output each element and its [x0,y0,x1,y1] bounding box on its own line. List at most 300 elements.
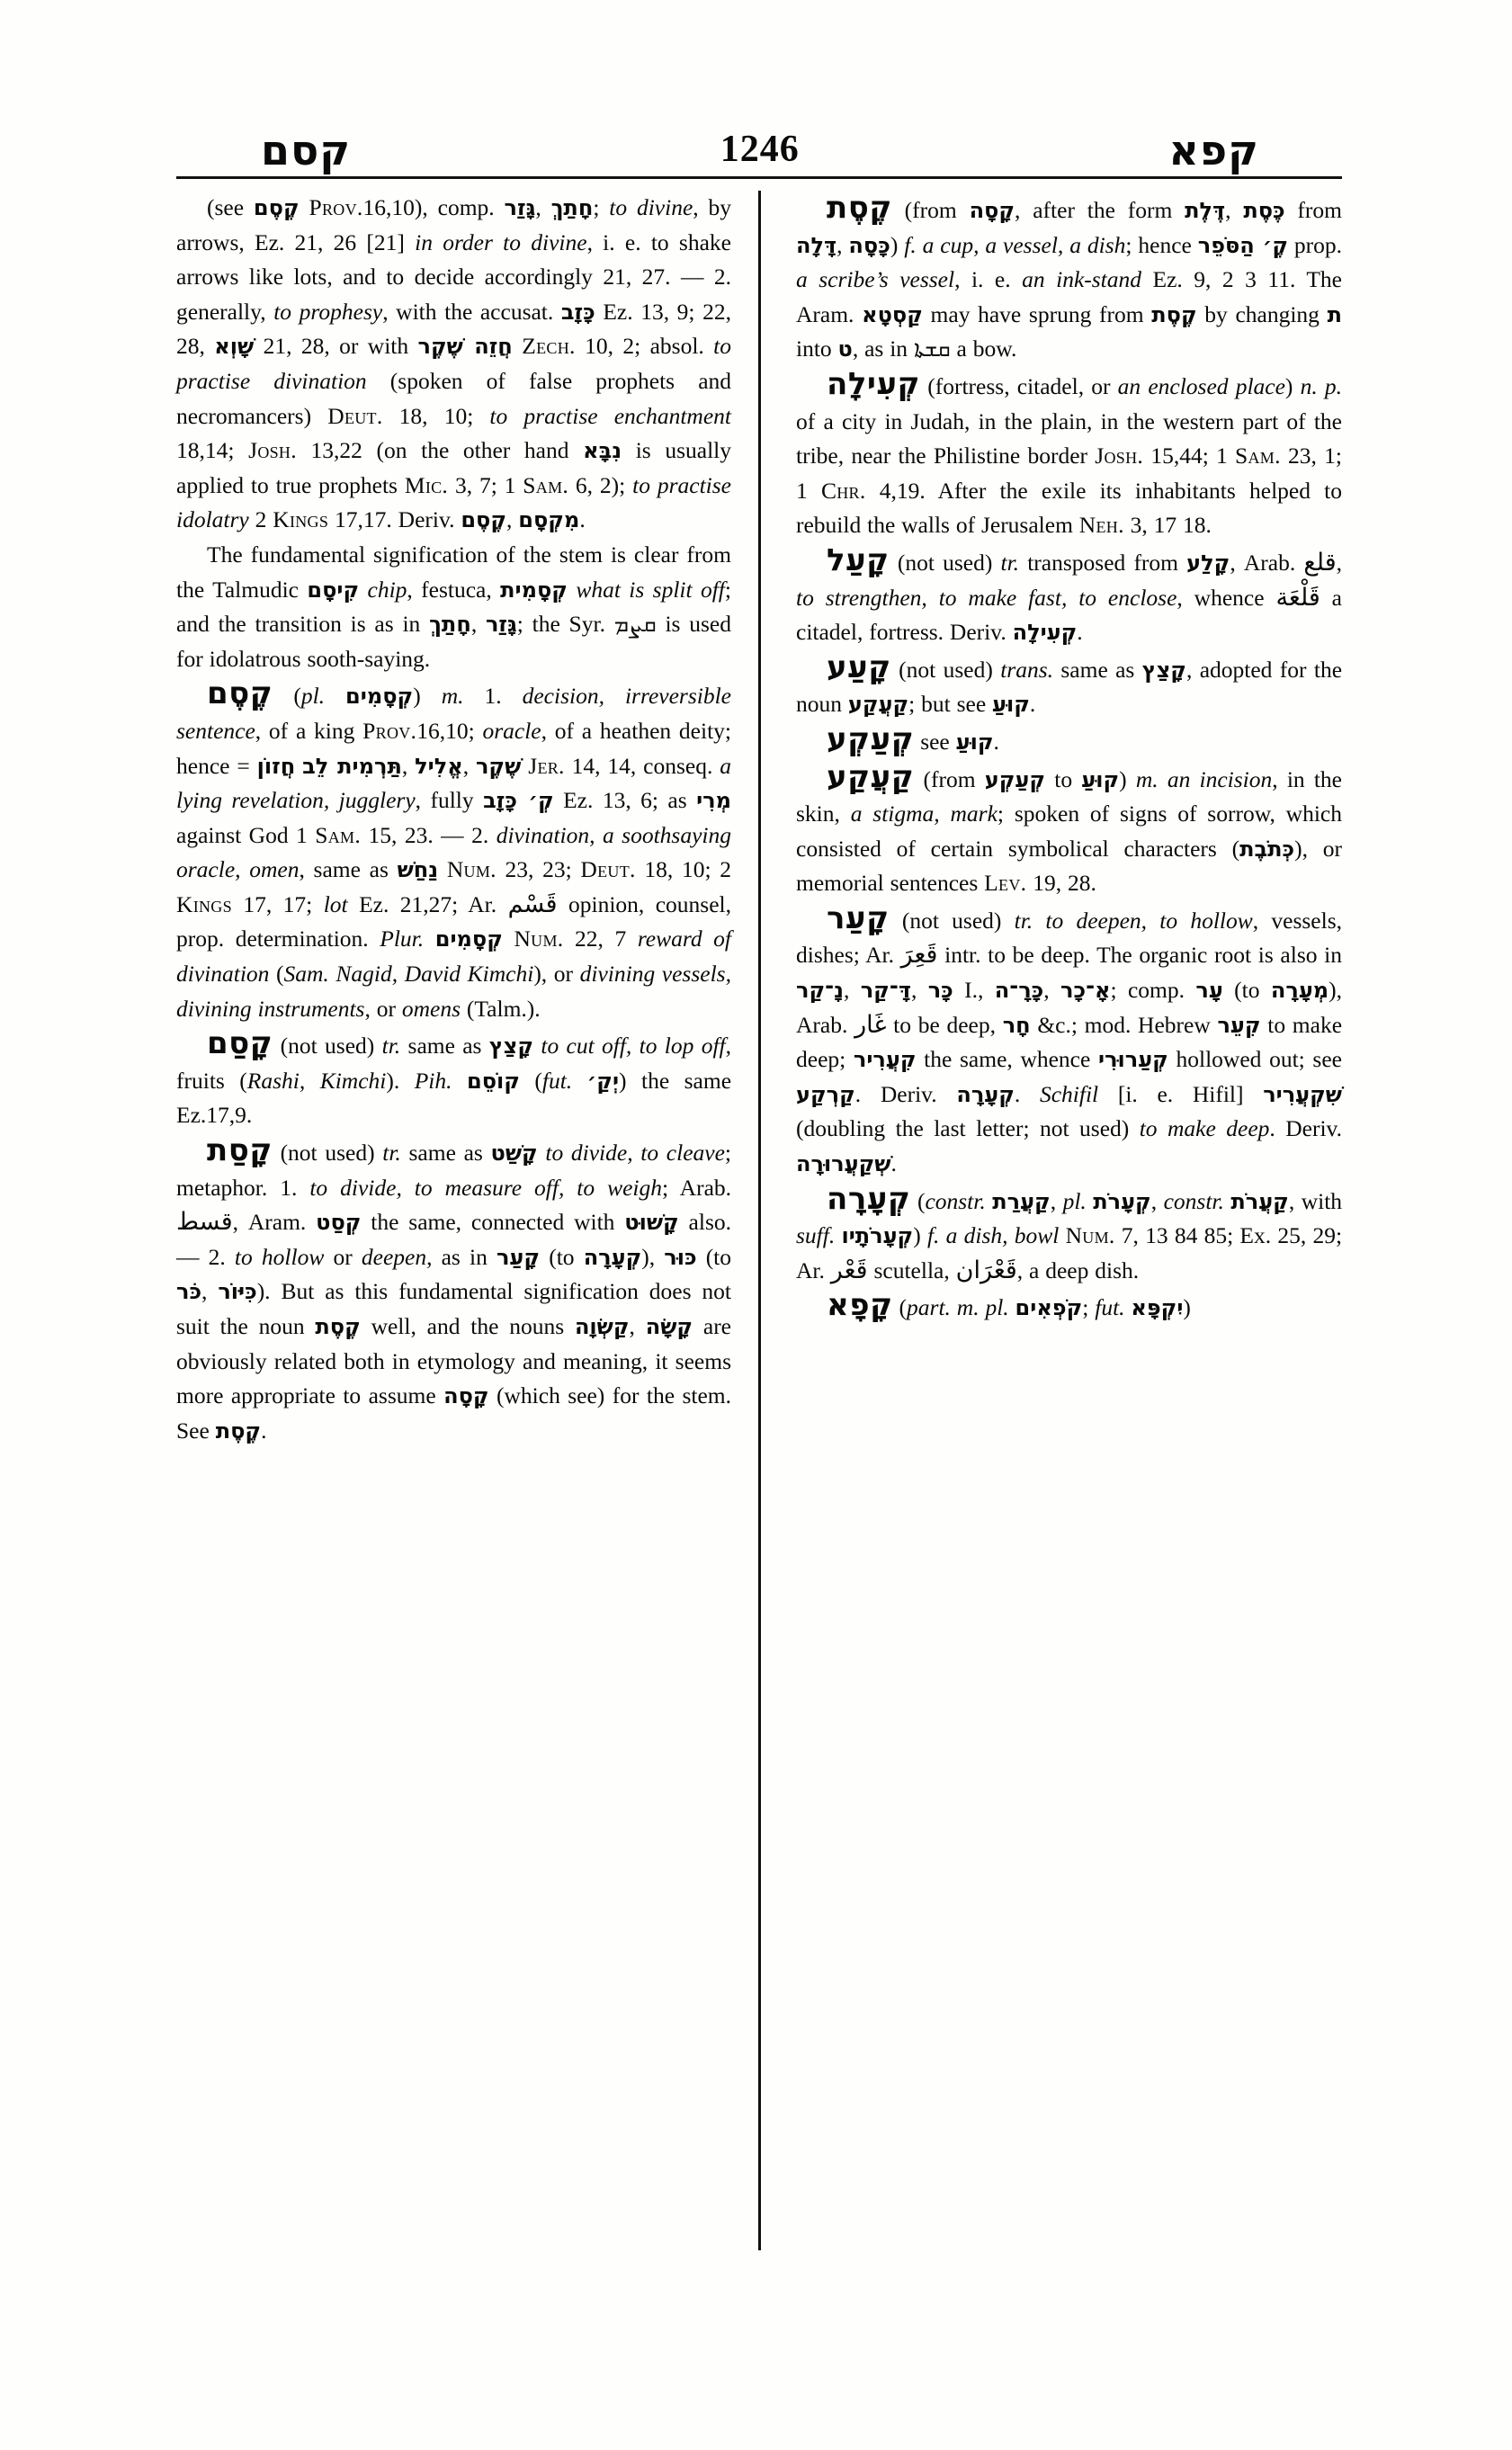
entry-paragraph [176,191,731,538]
gloss-text: Plur. [380,925,425,952]
hebrew-word: קַעֲקַע [847,692,909,718]
body-text: 1. [463,683,523,710]
hebrew-word: יְקַ׳ [586,1068,620,1094]
body-text: well, and the nouns [360,1313,575,1339]
body-text: ) [913,1222,927,1249]
body-text: (to [696,1243,732,1270]
body-text: (see [207,194,254,220]
dictionary-entry [796,760,1342,901]
hebrew-word: גָּזַר [504,195,536,220]
body-text: Ez. 13, 6; as [553,787,697,814]
gloss-text: Rashi, Kimchi [246,1067,387,1094]
body-text: . Deriv. [854,1080,957,1107]
hebrew-word: יִקְפָּא [1131,1295,1184,1321]
body-text: of a city in Judah, in the plain, in the western part of the tribe, near the Philistine border [796,407,1342,469]
body-text: ) [1284,372,1301,399]
hebrew-word: שְׁקַעֲרוּרָה [796,1151,891,1177]
body-text: 21, 28, or with [254,333,418,360]
body-text: 17,17. Deriv. [328,506,461,533]
hebrew-word: כִּיּוֹר [218,1279,257,1305]
hebrew-word: כֹּר [176,1279,202,1305]
hebrew-word: קֶסֶם [253,195,300,220]
gloss-text: to cut off, to lop off [541,1033,726,1060]
hebrew-word: קָסָה [969,198,1015,223]
body-text: , with [1288,1187,1343,1214]
arabic-word: قَسْم [507,890,558,918]
body-text: 17, 17; [231,890,324,917]
scripture-reference: Sam. [523,471,569,498]
body-text: (not used) [890,656,1001,683]
body-text: . [1029,691,1036,718]
body-text: . [890,1150,897,1177]
arabic-word: قَعْر [830,1256,868,1284]
dictionary-entry [796,650,1342,722]
body-text [503,925,514,952]
body-text: ; metaphor. 1. [176,1140,731,1201]
body-text: opinion, counsel, prop. determination. [176,890,731,952]
body-text: , [1336,549,1342,576]
body-text: ), or [533,961,580,988]
hebrew-word: קִעֲרִיר [853,1047,917,1073]
hebrew-word: תַּרְמִית לֵב [302,753,402,779]
body-text: 23, 1; 1 [796,443,1342,504]
body-text: , as in [426,1243,497,1270]
gloss-text: to practise divination [176,333,732,394]
body-text: , [470,611,486,638]
body-text: to [1045,765,1082,792]
gloss-text: reward of divination [176,925,732,988]
hebrew-word: קְעָרֹת [1093,1188,1151,1214]
hebrew-word: קֶסֶת [1151,301,1197,327]
body-text: , fruits ( [176,1033,731,1094]
hebrew-word: קַסְטָא [862,301,923,327]
gloss-text: tr. [1014,907,1033,934]
body-text: (from [914,765,985,792]
gloss-text: to strengthen, to make fast, to enclose [796,584,1177,611]
body-text: , [535,194,551,220]
entry-headword: קָעַע [827,648,891,685]
dictionary-entry [796,543,1342,650]
body-text: ( [273,683,301,710]
scripture-reference: Num. [1065,1222,1115,1249]
gloss-text: lot [323,890,348,917]
body-text: ), or memorial sentences [796,835,1343,897]
dictionary-entry [176,676,731,1026]
body-text [939,1222,945,1248]
scripture-reference: Sam. [1235,443,1281,469]
hebrew-word: נַחַשׁ [397,857,439,883]
entry-headword: קָעַר [827,899,890,936]
body-text: ( [910,1187,926,1214]
body-text: may have sprung from [922,300,1152,327]
body-text: 3, 17 18. [1123,512,1212,539]
gloss-text: to divide, to cleave [545,1140,725,1167]
body-text: are obviously related both in etymology and meaning, it seems more appropriate to assume [176,1313,731,1409]
gloss-text: a dish, bowl [945,1222,1060,1249]
hebrew-word: קַעֲרֹת [1230,1188,1289,1214]
body-text [572,1068,586,1094]
gloss-text: to prophesy [273,298,383,325]
scripture-reference: Neh. [1078,512,1124,539]
scripture-reference: Lev. [984,870,1027,897]
gloss-text: to hollow [234,1243,325,1270]
scripture-reference: Kings [273,506,329,533]
body-text: ( [519,1067,542,1094]
hebrew-word: קֶ׳ הַסֹּפֵר [1197,232,1288,258]
gloss-text: to make deep [1139,1115,1270,1142]
hebrew-word: קָשָׂה [645,1314,693,1339]
hebrew-word: קָשׁוּט [624,1210,679,1236]
body-text: 22, 7 [563,925,638,952]
body-text: , [843,977,861,1004]
body-text [1059,1222,1065,1248]
body-text: ; but see [908,691,993,718]
running-head-right-hebrew: קפא [1168,126,1259,174]
gloss-text: Pih. [414,1067,452,1094]
body-text: 15, 23. — 2. [361,821,497,848]
entry-paragraph [176,538,731,676]
gloss-text: m. [1135,765,1159,792]
hebrew-word: כָּר [927,978,953,1004]
body-text: , [629,1313,646,1339]
dictionary-entry [796,1288,1342,1326]
gloss-text: a lying revelation, jugglery [176,752,732,814]
body-text: , i. e. to shake arrows like lots, and to decide accordingly 21, 27. — 2. generally, [176,228,731,325]
scripture-reference: Num. [514,925,564,952]
gloss-text: deepen [361,1243,427,1270]
hebrew-word: קְעִילָה [1012,620,1078,646]
body-text: , of a heathen deity; hence = [176,717,731,779]
body-text: . [1077,619,1083,646]
body-text: , [1050,1187,1063,1214]
hebrew-word: כָּרָ־ה [994,978,1044,1004]
hebrew-word: קְעָרֹתָיו [841,1223,914,1249]
gloss-text: suff. [796,1222,836,1249]
gloss-text: n. p. [1300,372,1342,399]
right-column [771,191,1342,2259]
hebrew-word: דֶּלֶת [1185,198,1226,223]
gloss-text: to divide, to measure off, to weigh [309,1174,663,1201]
hebrew-word: כָּזָב [560,299,595,325]
hebrew-word: שָׁוְא [214,334,255,360]
hebrew-word: קְעַקְע [984,766,1046,792]
gloss-text: oracle [482,717,541,744]
arabic-word: قَلْعَة [1275,583,1320,612]
scripture-reference: Zech. [522,333,576,360]
dictionary-entry [796,367,1342,543]
hebrew-word: מְרִי [696,788,731,814]
gloss-text: f. [926,1222,940,1249]
hebrew-word: קוּעַ [955,729,994,755]
hebrew-word: שֶׁקֶר [475,753,522,779]
body-text [568,577,576,603]
hebrew-word: עָר [1195,978,1223,1004]
body-text: , [910,977,928,1004]
body-text: a citadel, fortress. Deriv. [796,584,1343,646]
body-text: , [1150,1187,1164,1214]
hebrew-word: חֲזֵה שֶׁקֶר [417,334,513,360]
body-text: to be deep, [886,1011,1003,1038]
body-text: , [1043,977,1061,1004]
body-text: (spoken of false prophets and necromancers) [176,367,732,429]
body-text: (which see) for the stem. See [176,1382,731,1444]
hebrew-word: דָּ־קַר [860,978,911,1004]
body-text [325,683,345,709]
body-text: ( [269,961,284,988]
arabic-word: قسط [176,1208,233,1237]
body-text: is usually applied to true prophets [176,437,732,498]
body-text: , in the skin, [796,765,1342,827]
hebrew-word: מִקְסָם [518,507,580,533]
body-text [452,1068,467,1094]
body-text: 13,22 (on the other hand [296,437,584,464]
gloss-text: what is split off [576,576,725,603]
scripture-reference: Num. [446,856,497,883]
body-text: hollowed out; see [1168,1046,1342,1073]
running-head [180,99,1340,174]
dictionary-entry [796,1182,1342,1289]
body-text: , festuca, [407,576,501,603]
body-text: The fundamental signification of the stem is clear from the Talmudic [176,541,731,603]
hebrew-word: כָּסָה [848,232,890,258]
body-text: same as [1053,656,1142,683]
arabic-word: قَعْرَان [955,1256,1017,1284]
body-text: ; and the transition is as in [176,576,731,638]
body-text [359,577,367,603]
body-text: ; Arab. [662,1174,732,1201]
scripture-reference: Prov. [309,194,363,220]
gloss-text: fut. [541,1067,573,1094]
body-text: 10, 2; absol. [575,333,714,360]
body-text: 16,10; [416,717,483,744]
body-text: , whence [1176,584,1276,611]
column-divider [747,191,771,2259]
body-text: from [1284,197,1343,223]
entry-headword: קֶסֶת [827,190,892,226]
body-text: , [1225,197,1244,223]
body-text: , [401,752,416,779]
body-text: , same as [299,856,398,883]
body-text: ). But as this fundamental signification does not suit the noun [176,1278,732,1339]
gloss-text: a stigma, mark [850,800,998,827]
body-text [424,925,435,952]
body-text: ; [593,194,610,220]
body-text: , [201,1278,219,1305]
body-text: 18, 10; [382,402,490,429]
gloss-text: to practise enchantment [489,402,731,429]
hebrew-word: קְעָרָה [956,1081,1015,1107]
dictionary-entry [176,1026,731,1133]
hebrew-word: אָ־כָר [1060,978,1111,1004]
body-text: , vessels, dishes; Ar. [796,907,1343,969]
hebrew-word: קִיסָם [307,577,360,603]
gloss-text: an incision [1167,765,1273,792]
body-text: 14, 14, conseq. [564,752,720,779]
body-text [300,194,309,220]
body-text: against God 1 [176,821,316,848]
body-text: , [506,506,519,533]
body-text: , after the form [1015,197,1185,223]
header-rule [176,176,1342,179]
body-text [1159,766,1168,792]
gloss-text: tr. [1000,549,1020,576]
syriac-word: ܩܨܡ [613,611,657,638]
body-text: , [837,231,849,258]
body-text: 23, 23; [496,856,581,883]
body-text [438,856,447,882]
body-text: ; spoken of signs of sorrow, which consisted of certain symbolical characters ( [796,800,1342,862]
scripture-reference: Mic. [404,471,449,498]
gloss-text: chip [367,576,407,603]
gloss-text: fut. [1095,1294,1125,1321]
body-text: , adopted for the noun [796,656,1343,718]
body-text: 7, 13 84 85; Ex. 25, 29; Ar. [796,1222,1343,1283]
hebrew-word: אֱלִיל [415,753,463,779]
body-text [295,753,302,779]
body-text: 18,14; [176,437,249,464]
gloss-text: decision, irreversible sentence [176,683,731,744]
body-text: , a deep dish. [1016,1256,1140,1283]
scripture-reference: Deut. [580,856,636,883]
hebrew-word: קְסָמִים [345,684,414,710]
body-text: (to [1222,977,1271,1004]
gloss-text: divining vessels, divining instruments [176,961,731,1022]
scripture-reference: Josh. [1095,443,1144,469]
body-text: . [261,1417,267,1444]
body-text: ) the same Ez.17,9. [176,1067,732,1129]
gloss-text: to practise idolatry [176,471,731,533]
entry-headword: קָעַל [827,541,890,578]
body-text: . [579,506,586,533]
hebrew-word: כֶּסֶת [1243,198,1285,223]
hebrew-word: קְ׳ כָּזָב [483,788,554,814]
gloss-text: divination, a soothsaying oracle, omen [176,821,732,883]
gloss-text: trans. [1000,656,1053,683]
body-text: , Arab. [1230,549,1304,576]
hebrew-word: קוֹסֵם [466,1068,520,1094]
entry-headword: קְעַקְע [827,720,915,757]
gloss-text: a scribe’s vessel [796,266,955,293]
body-text [513,333,522,359]
entry-headword: קָפָא [827,1287,893,1324]
gloss-text: constr. [925,1187,986,1214]
hebrew-word: קוּעַ [1081,766,1120,792]
body-text: (Talm.). [461,995,541,1022]
gloss-text: part. m. pl. [907,1294,1009,1321]
gloss-text: f. [904,231,917,258]
body-text: , or [364,995,402,1022]
body-text: , as in [852,335,914,362]
scripture-reference: Jer. [528,752,565,779]
body-text: 3, 7; 1 [448,471,523,498]
body-text: Ez. 9, 2 3 11. The Aram. [796,266,1342,327]
body-text: or [324,1243,362,1270]
body-text: the same, connected with [361,1209,625,1236]
body-text: into [796,335,838,362]
body-text: 19, 28. [1026,870,1096,897]
hebrew-word: חָתַךְ [550,195,594,220]
arabic-word: قَعِرَ [900,941,938,970]
body-text: , i. e. [954,266,1023,293]
hebrew-word: קְסָמִית [500,577,568,603]
body-text: , fully [415,787,484,814]
body-text: 4,19. After the exile its inhabitants helped to rebuild the walls of Jerusalem [796,477,1343,539]
hebrew-word: קָסָה [443,1383,489,1409]
body-text: . Deriv. [1269,1115,1342,1142]
gloss-text: to divine [609,194,693,220]
body-text: the same, whence [916,1046,1098,1073]
body-text: ), [641,1243,665,1270]
gloss-text: to deepen, to hollow [1045,907,1253,934]
dictionary-entry [796,901,1342,1182]
hebrew-word: קַרְקַע [796,1081,855,1107]
body-text [917,232,923,258]
syriac-word: ܩܫܬܐ [913,335,951,362]
body-text: (not used) [889,907,1015,934]
hebrew-word: נִבָּא [583,438,622,464]
body-text: 15,44; 1 [1143,443,1236,469]
body-text: ) [890,231,905,258]
gloss-text: in order to divine [415,228,587,255]
body-text: see [914,728,956,755]
hebrew-word: ת [1327,301,1342,327]
scripture-reference: Sam. [315,821,362,848]
entry-headword: קָסַת [207,1132,273,1169]
body-text: scutella, [867,1256,956,1283]
hebrew-word: קוּעַ [992,692,1030,718]
hebrew-word: קָלַע [1186,550,1230,576]
body-text [1009,1294,1015,1320]
hebrew-word: קְסַט [316,1210,362,1236]
body-text: also. — 2. [176,1209,732,1270]
body-text: by changing [1196,300,1328,327]
hebrew-word: קֶסֶם [461,507,507,533]
gloss-text: Sam. Nagid, David Kimchi [283,961,534,988]
dictionary-entry [796,191,1342,367]
hebrew-word: קָשַׁט [490,1140,538,1167]
scripture-reference: Chr. [820,477,866,504]
gloss-text: m. [441,683,464,710]
hebrew-word: קֶסֶת [315,1314,361,1339]
body-text: a bow. [950,335,1017,362]
body-text: ) [1183,1294,1191,1321]
hebrew-word: קְסָמִים [434,926,503,952]
body-text: I., [953,977,995,1004]
page-number: 1246 [720,129,800,170]
gloss-text: pl. [1062,1187,1087,1214]
body-text: . [993,728,999,755]
body-text: ; [1082,1294,1096,1321]
hebrew-word: קָצַץ [1141,657,1186,683]
hebrew-word: חֲזוֹן [256,753,296,779]
hebrew-word: ט [837,336,853,362]
body-text: same as [400,1033,489,1060]
hebrew-word: גָּזַר [485,612,517,638]
gloss-text: tr. [381,1033,401,1060]
body-text: 18, 10; 2 [635,856,731,883]
body-text: prop. [1288,231,1343,258]
hebrew-word: קָעַר [496,1244,541,1270]
body-text: (fortress, citadel, or [920,372,1118,399]
gloss-text: pl. [300,683,326,710]
scripture-reference: Deut. [327,402,383,429]
body-text: ), Arab. [796,977,1343,1038]
body-text: , with the accusat. [382,298,561,325]
body-text: , by arrows, Ez. 21, 26 [21] [176,194,731,255]
hebrew-word: חָתַךְ [429,612,471,638]
dictionary-entry [796,722,1342,760]
gloss-text: constr. [1163,1187,1224,1214]
